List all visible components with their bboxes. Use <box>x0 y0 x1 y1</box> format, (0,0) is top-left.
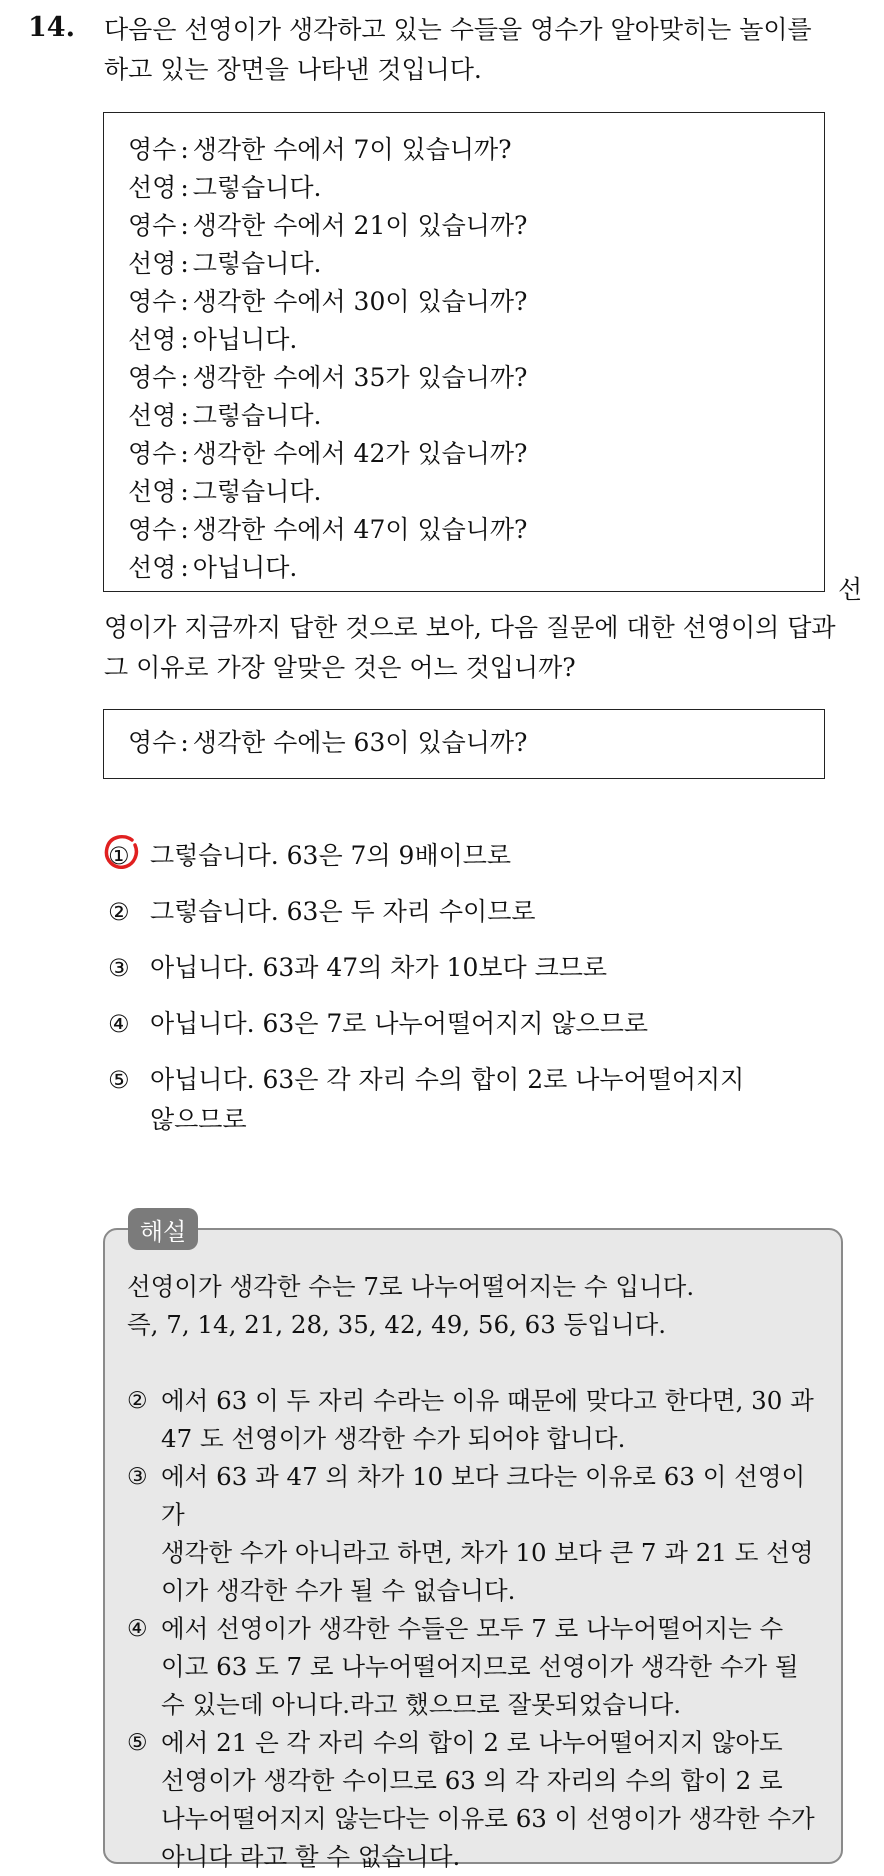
answer-choices <box>106 836 846 1156</box>
explanation-item-number: ③ <box>127 1464 148 1490</box>
choice-1[interactable] <box>106 836 846 876</box>
dialog-text: 아닙니다. <box>192 553 298 582</box>
dialog-separator: : <box>180 477 189 506</box>
choice-4[interactable] <box>106 1004 846 1044</box>
choice-number: ① <box>108 842 130 870</box>
explanation-spacer <box>127 1344 821 1382</box>
explanation-intro-line: 선영이가 생각한 수는 7로 나누어떨어지는 수 입니다. <box>127 1272 695 1301</box>
dialog-separator: : <box>180 211 189 240</box>
dialog-line <box>128 549 824 587</box>
explanation-box <box>103 1228 843 1871</box>
dialog-line <box>128 169 824 207</box>
dialog-speaker: 영수 <box>128 287 177 316</box>
dialog-line <box>128 245 824 283</box>
dialog-text: 생각한 수에서 30이 있습니까? <box>192 287 528 316</box>
explanation-item <box>127 1458 821 1610</box>
dialog-speaker: 영수 <box>128 211 177 240</box>
dialog-separator: : <box>180 173 189 202</box>
dialog-speaker: 영수 <box>128 363 177 392</box>
dialog-text: 생각한 수에서 42가 있습니까? <box>192 439 528 468</box>
dialog-line <box>128 283 824 321</box>
question-text: 다음은 선영이가 생각하고 있는 수들을 영수가 알아맞히는 놀이를 하고 있는 장면을 나타낸 것입니다. <box>104 15 812 84</box>
question-continuation: 영이가 지금까지 답한 것으로 보아, 다음 질문에 대한 선영이의 답과 그 이유로 가장 알맞은 것은 어느 것입니까? <box>104 613 836 682</box>
dialog-text: 생각한 수에서 47이 있습니까? <box>192 515 528 544</box>
dialog-speaker: 선영 <box>128 401 177 430</box>
dialog-speaker: 영수 <box>128 439 177 468</box>
explanation-item-text: 에서 21 은 각 자리 수의 합이 2 로 나누어떨어지지 않아도 선영이가 생각한 수이므로 63 의 각 자리의 수의 합이 2 로 나누어떨어지지 않는다는 이유로 63 이 선영이가 생각한 수가 아니다 라고 할 수 없습니다. <box>161 1728 815 1871</box>
explanation-item <box>127 1382 821 1458</box>
dialog-text: 생각한 수에서 21이 있습니까? <box>192 211 528 240</box>
choice-text: 그렇습니다. 63은 7의 9배이므로 <box>150 841 512 870</box>
dialog-separator: : <box>180 401 189 430</box>
dialog-speaker: 선영 <box>128 325 177 354</box>
dialog-text: 아닙니다. <box>192 325 298 354</box>
explanation-item-text: 에서 선영이가 생각한 수들은 모두 7 로 나누어떨어지는 수 이고 63 도 7 로 나누어떨어지므로 선영이가 생각한 수가 될 수 있는데 아니다.라고 했으므로 잘못되었습니다. <box>161 1614 799 1719</box>
choice-text: 아닙니다. 63과 47의 차가 10보다 크므로 <box>150 953 608 982</box>
trailing-char: 선 <box>838 575 863 604</box>
explanation-item-number: ④ <box>127 1616 148 1642</box>
dialog-separator: : <box>180 439 189 468</box>
dialog-speaker: 선영 <box>128 477 177 506</box>
dialog-speaker: 영수 <box>128 515 177 544</box>
explanation-item <box>127 1724 821 1876</box>
answer-mark-circle-icon <box>102 832 142 872</box>
dialog-text: 생각한 수에서 7이 있습니까? <box>192 135 512 164</box>
dialog-line <box>128 435 824 473</box>
choice-text: 아닙니다. 63은 7로 나누어떨어지지 않으므로 <box>150 1009 649 1038</box>
dialog-line <box>128 207 824 245</box>
dialog-text: 그렇습니다. <box>192 173 322 202</box>
choice-number: ② <box>108 898 130 926</box>
explanation-tag: 해설 <box>128 1208 198 1250</box>
dialog-line <box>128 397 824 435</box>
ask-separator: : <box>180 728 189 757</box>
dialog-separator: : <box>180 249 189 278</box>
dialog-separator: : <box>180 135 189 164</box>
dialog-line <box>128 321 824 359</box>
dialog-line <box>128 473 824 511</box>
explanation-item-number: ② <box>127 1388 148 1414</box>
dialog-line <box>128 131 824 169</box>
dialog-box <box>103 112 825 592</box>
choice-text: 아닙니다. 63은 각 자리 수의 합이 2로 나누어떨어지지 않으므로 <box>150 1065 745 1134</box>
explanation-item-number: ⑤ <box>127 1730 148 1756</box>
dialog-separator: : <box>180 515 189 544</box>
dialog-text: 그렇습니다. <box>192 401 322 430</box>
dialog-speaker: 선영 <box>128 173 177 202</box>
choice-text: 그렇습니다. 63은 두 자리 수이므로 <box>150 897 536 926</box>
choice-2[interactable] <box>106 892 846 932</box>
explanation-item-text: 에서 63 과 47 의 차가 10 보다 크다는 이유로 63 이 선영이가 생각한 수가 아니라고 하면, 차가 10 보다 큰 7 과 21 도 선영 이가 생각한 수가 될 수 없습니다. <box>161 1462 814 1605</box>
dialog-separator: : <box>180 363 189 392</box>
ask-box <box>103 709 825 779</box>
dialog-separator: : <box>180 287 189 316</box>
dialog-separator: : <box>180 553 189 582</box>
question-number: 14. <box>28 12 75 43</box>
dialog-text: 생각한 수에서 35가 있습니까? <box>192 363 528 392</box>
dialog-separator: : <box>180 325 189 354</box>
dialog-line <box>128 359 824 397</box>
choice-number: ③ <box>108 954 130 982</box>
explanation-item <box>127 1610 821 1724</box>
ask-speaker: 영수 <box>128 728 177 757</box>
dialog-speaker: 선영 <box>128 553 177 582</box>
choice-3[interactable] <box>106 948 846 988</box>
dialog-speaker: 선영 <box>128 249 177 278</box>
dialog-line <box>128 511 824 549</box>
explanation-item-text: 에서 63 이 두 자리 수라는 이유 때문에 맞다고 한다면, 30 과 47 도 선영이가 생각한 수가 되어야 합니다. <box>161 1386 814 1453</box>
explanation-intro-line: 즉, 7, 14, 21, 28, 35, 42, 49, 56, 63 등입니다. <box>127 1310 667 1339</box>
choice-5[interactable] <box>106 1060 846 1140</box>
ask-text: 생각한 수에는 63이 있습니까? <box>192 728 528 757</box>
dialog-text: 그렇습니다. <box>192 249 322 278</box>
dialog-text: 그렇습니다. <box>192 477 322 506</box>
choice-number: ④ <box>108 1010 130 1038</box>
dialog-speaker: 영수 <box>128 135 177 164</box>
choice-number: ⑤ <box>108 1066 130 1094</box>
